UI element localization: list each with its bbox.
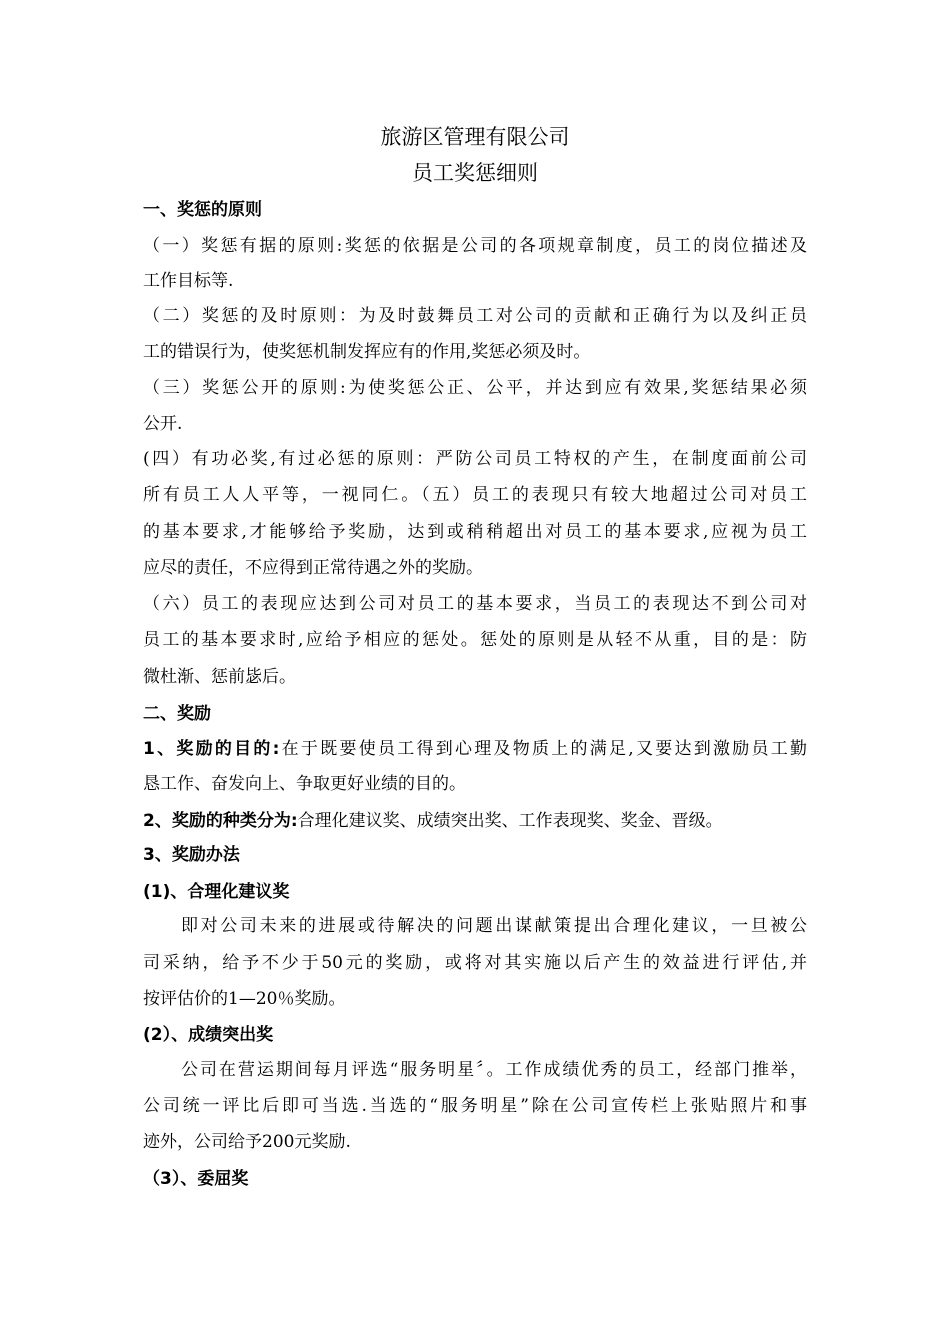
paragraph-line: 公司在营运期间每月评选“服务明星〞。工作成绩优秀的员工，经部门推举，: [181, 1060, 807, 1080]
paragraph-line: 按评估价的1—20％奖励。: [143, 989, 346, 1009]
section-heading-rewards: 二、奖励: [143, 704, 211, 724]
subsection-heading-performance-award: (2）、成绩突出奖: [143, 1025, 274, 1045]
paragraph-line: 恳工作、奋发向上、争取更好业绩的目的。: [143, 774, 466, 794]
reward-methods-heading: 3、奖励办法: [143, 845, 240, 865]
paragraph-line: 的基本要求,才能够给予奖励，达到或稍稍超出对员工的基本要求,应视为员工: [143, 522, 807, 542]
paragraph-line: (四）有功必奖,有过必惩的原则：严防公司员工特权的产生，在制度面前公司: [143, 449, 807, 469]
document-subtitle: 员工奖惩细则: [412, 161, 538, 185]
document-title: 旅游区管理有限公司: [380, 125, 570, 149]
reward-purpose-text: 在于既要使员工得到心理及物质上的满足,又要达到激励员工勤: [279, 739, 807, 759]
section-heading-principles: 一、奖惩的原则: [143, 200, 262, 220]
reward-purpose: [143, 737, 807, 761]
paragraph-line: （三）奖惩公开的原则:为使奖惩公正、公平，并达到应有效果,奖惩结果必须: [143, 378, 807, 398]
paragraph-line: 微杜渐、惩前毖后。: [143, 667, 296, 687]
reward-types-text: 合理化建议奖、成绩突出奖、工作表现奖、奖金、晋级。: [297, 811, 723, 831]
paragraph-line: （二）奖惩的及时原则：为及时鼓舞员工对公司的贡献和正确行为以及纠正员: [143, 306, 807, 326]
subsection-heading-suggestion-award: (1)、合理化建议奖: [143, 882, 290, 902]
paragraph-line: 公开.: [143, 414, 183, 434]
paragraph-line: 员工的基本要求时,应给予相应的惩处。惩处的原则是从轻不从重，目的是：防: [143, 630, 807, 650]
paragraph-line: 司采纳，给予不少于50元的奖励，或将对其实施以后产生的效益进行评估,并: [143, 953, 807, 973]
subsection-heading-grievance-award: （3）、委屈奖: [143, 1169, 249, 1189]
paragraph-line: 应尽的责任，不应得到正常待遇之外的奖励。: [143, 558, 483, 578]
paragraph-line: （六）员工的表现应达到公司对员工的基本要求，当员工的表现达不到公司对: [143, 594, 807, 614]
reward-types: [143, 809, 807, 833]
paragraph-line: 公司统一评比后即可当选.当选的“服务明星”除在公司宣传栏上张贴照片和事: [143, 1096, 807, 1116]
paragraph-line: 迹外，公司给予200元奖励.: [143, 1132, 351, 1152]
reward-types-label: 2、奖励的种类分为:: [143, 811, 298, 831]
paragraph-line: 工的错误行为，使奖惩机制发挥应有的作用,奖惩必须及时。: [143, 342, 591, 362]
paragraph-line: 所有员工人人平等，一视同仁。（五）员工的表现只有较大地超过公司对员工: [143, 485, 807, 505]
paragraph-line: （一）奖惩有据的原则:奖惩的依据是公司的各项规章制度，员工的岗位描述及: [143, 236, 807, 256]
paragraph-line: 即对公司未来的进展或待解决的问题出谋献策提出合理化建议，一旦被公: [181, 916, 807, 936]
paragraph-line: 工作目标等.: [143, 271, 234, 291]
reward-purpose-label: 1、奖励的目的:: [143, 739, 280, 759]
